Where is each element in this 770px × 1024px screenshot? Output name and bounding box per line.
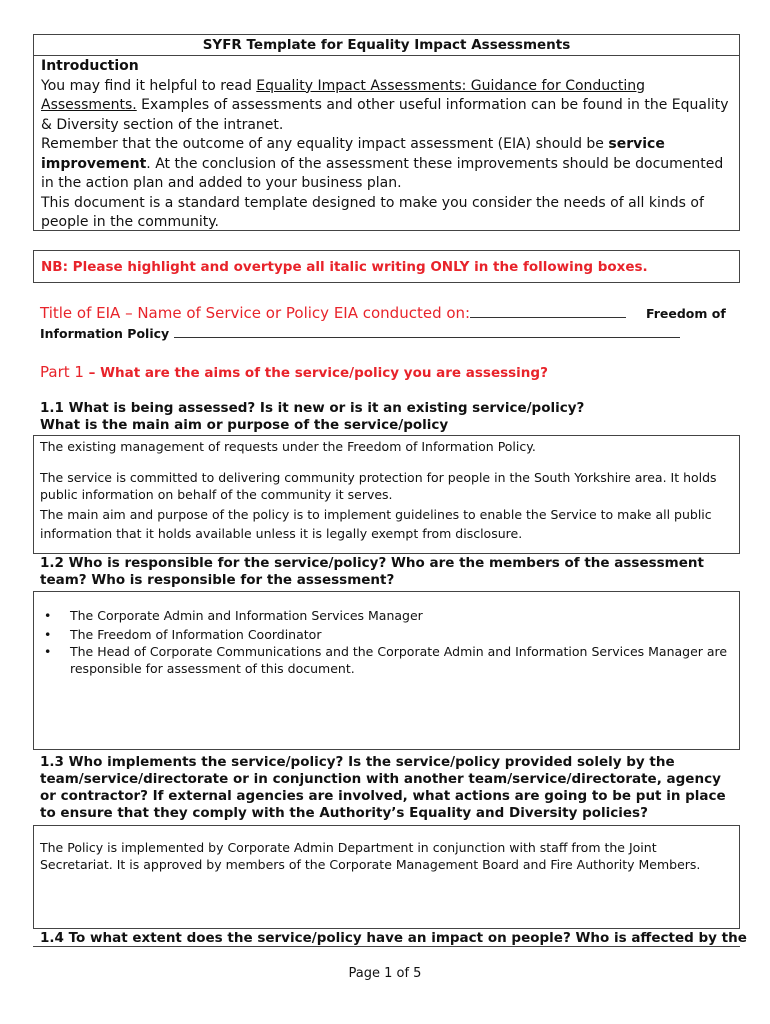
answer-1-1-p3: The main aim and purpose of the policy is to implement guidelines to enable the Service to make all public information that it holds available unless it is legally exempt from disclosure. bbox=[40, 507, 712, 541]
question-1-2: 1.2 Who is responsible for the service/policy? Who are the members of the assessment team? Who is responsible for the assessment? bbox=[40, 555, 704, 588]
guidance-link[interactable]: Equality Impact Assessments: Guidance for Conducting Assessments. bbox=[41, 77, 645, 113]
eia-title-value-part2 bbox=[40, 326, 680, 341]
intro-p2-bold: service improvement bbox=[41, 136, 665, 172]
answer-1-2-box[interactable] bbox=[33, 591, 740, 750]
introduction-paragraph-3: This document is a standard template designed to make you consider the needs of all kinds of people in the community. bbox=[41, 194, 704, 230]
introduction-paragraph-1 bbox=[41, 77, 732, 136]
eia-value-underline bbox=[174, 327, 680, 338]
responsible-list bbox=[40, 607, 733, 677]
introduction-paragraph-2 bbox=[41, 135, 732, 194]
answer-1-1-p1: The existing management of requests under the Freedom of Information Policy. bbox=[40, 439, 536, 454]
answer-1-1-box[interactable] bbox=[33, 435, 740, 554]
page-number: Page 1 of 5 bbox=[348, 966, 422, 981]
question-1-4-divider bbox=[33, 946, 740, 947]
intro-p2-post: . At the conclusion of the assessment these improvements should be documented in the action plan and added to your business plan. bbox=[41, 155, 724, 191]
intro-p2-pre: Remember that the outcome of any equality impact assessment (EIA) should be bbox=[41, 136, 609, 152]
list-item: • The Freedom of Information Coordinator bbox=[62, 626, 733, 643]
answer-1-3-box[interactable] bbox=[33, 825, 740, 929]
eia-title-label bbox=[40, 304, 626, 322]
answer-1-3-text: The Policy is implemented by Corporate Admin Department in conjunction with staff from the Joint Secretariat. It is approved by members of the Corporate Management Board and Fire Authority Members. bbox=[40, 840, 701, 872]
nb-notice: NB: Please highlight and overtype all italic writing ONLY in the following boxes. bbox=[33, 250, 740, 283]
eia-title-value-text: Information Policy bbox=[40, 326, 170, 341]
question-1-1-line2: What is the main aim or purpose of the service/policy bbox=[40, 417, 449, 433]
question-1-1-line1: 1.1 What is being assessed? Is it new or is it an existing service/policy? bbox=[40, 400, 585, 416]
part1-heading bbox=[40, 363, 548, 381]
list-item: • The Corporate Admin and Information Services Manager bbox=[62, 607, 733, 624]
intro-text-post: Examples of assessments and other useful information can be found in the Equality & Diversity section of the intranet. bbox=[41, 97, 729, 133]
document-title: SYFR Template for Equality Impact Assessments bbox=[33, 34, 740, 56]
question-1-4: 1.4 To what extent does the service/policy have an impact on people? Who is affected by the bbox=[40, 930, 747, 946]
introduction-heading: Introduction bbox=[41, 58, 139, 74]
part1-question: – What are the aims of the service/policy you are assessing? bbox=[83, 365, 548, 381]
intro-text-pre: You may find it helpful to read bbox=[41, 77, 257, 94]
eia-title-underline bbox=[470, 305, 626, 318]
introduction-section bbox=[33, 55, 740, 231]
answer-1-1-p2: The service is committed to delivering community protection for people in the South Yorkshire area. It holds public information on behalf of the community it serves. bbox=[40, 470, 717, 502]
question-1-3: 1.3 Who implements the service/policy? Is the service/policy provided solely by the team/service/directorate or in conjunction with another team/service/directorate, agency or contractor? If external agencies are involved, what actions are going to be put in place to ensure that they comply with the Authority’s Equality and Diversity policies? bbox=[40, 754, 726, 821]
list-item: • The Head of Corporate Communications and the Corporate Admin and Information Services Manager are responsible for assessment of this document. bbox=[62, 643, 733, 677]
eia-title-value-part1: Freedom of bbox=[646, 306, 726, 321]
eia-title-text: Title of EIA – Name of Service or Policy EIA conducted on: bbox=[40, 304, 471, 322]
part1-label: Part 1 bbox=[40, 363, 84, 381]
question-1-1 bbox=[40, 400, 730, 434]
